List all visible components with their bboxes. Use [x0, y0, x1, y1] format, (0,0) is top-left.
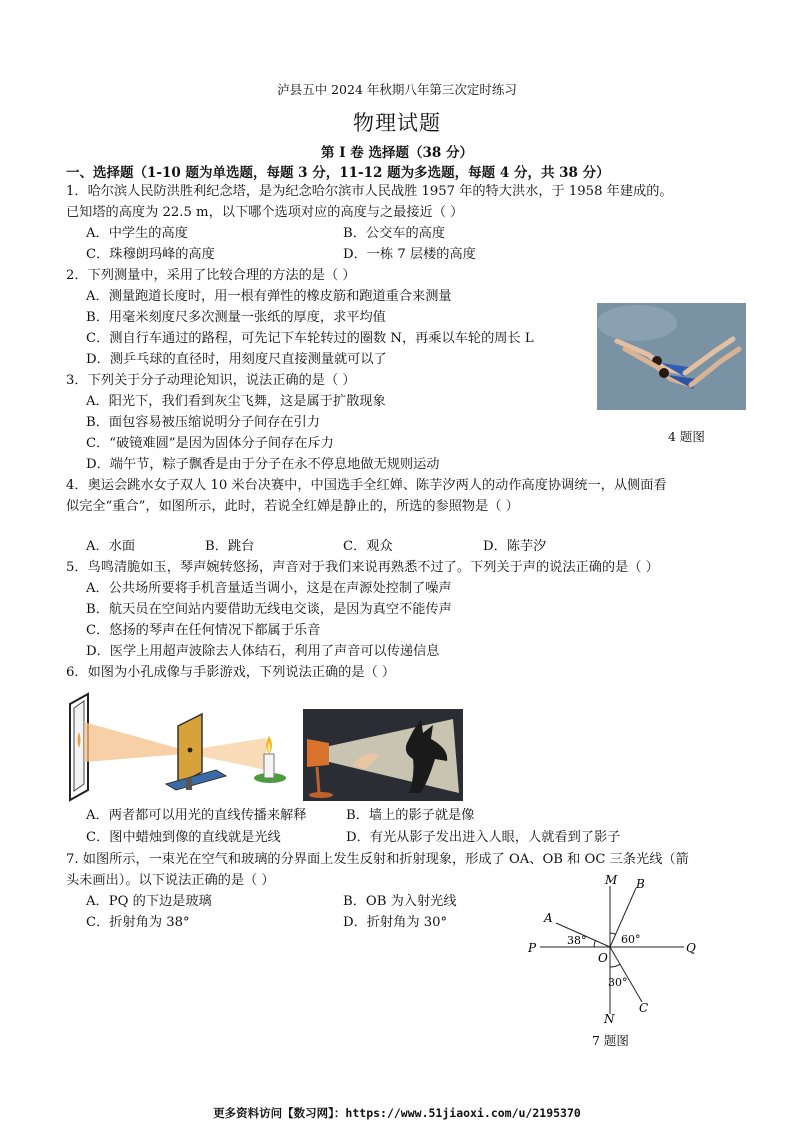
q7-figure-caption: 7 题图 — [592, 1033, 629, 1048]
angle-30: 30° — [608, 976, 628, 989]
angle-38: 38° — [567, 934, 587, 947]
q1-stem-line2: 已知塔的高度为 22.5 m，以下哪个选项对应的高度与之最接近（ ） — [66, 205, 464, 220]
label-c: C — [639, 1001, 649, 1015]
q2-option-a: A．测量跑道长度时，用一根有弹性的橡皮筋和跑道重合来测量 — [86, 289, 452, 304]
label-q: Q — [686, 941, 696, 955]
q7-stem-line2: 头未画出）。以下说法正确的是（ ） — [66, 873, 275, 888]
q5-stem: 5．鸟鸣清脆如玉，琴声婉转悠扬，声音对于我们来说再熟悉不过了。下列关于声的说法正确的是（ ） — [66, 560, 659, 575]
label-o: O — [598, 951, 608, 965]
school-line: 泸县五中 2024 年秋期八年第三次定时练习 — [277, 82, 517, 97]
diving-photo — [597, 303, 746, 410]
q4-option-d: D．陈芋汐 — [483, 539, 547, 554]
q7-stem-line1: 7. 如图所示，一束光在空气和玻璃的分界面上发生反射和折射现象，形成了 OA、OB 和 OC 三条光线（箭 — [66, 852, 689, 867]
q6-option-c: C．图中蜡烛到像的直线就是光线 — [86, 830, 281, 845]
q4-option-c: C．观众 — [343, 539, 393, 554]
pinhole-imaging-illustration — [66, 692, 296, 802]
q3-option-d: D．端午节，粽子飘香是由于分子在永不停息地做无规则运动 — [86, 457, 440, 472]
q3-option-c: C．“破镜难圆”是因为固体分子间存在斥力 — [86, 436, 334, 451]
q3-option-b: B．面包容易被压缩说明分子间存在引力 — [86, 415, 320, 430]
q4-option-b: B．跳台 — [205, 539, 255, 554]
q1-stem-line1: 1．哈尔滨人民防洪胜利纪念塔，是为纪念哈尔滨市人民战胜 1957 年的特大洪水，于 1958 年建成的。 — [66, 184, 673, 199]
q1-option-c: C．珠穆朗玛峰的高度 — [86, 247, 215, 262]
page-title: 物理试题 — [353, 111, 441, 135]
q1-option-b: B．公交车的高度 — [343, 226, 446, 241]
q7-option-a: A．PQ 的下边是玻璃 — [86, 894, 212, 909]
volume-heading: 第 I 卷 选择题（38 分） — [321, 145, 473, 161]
q6-option-b: B．墙上的影子就是像 — [346, 808, 475, 823]
q4-stem-line2: 似完全“重合”，如图所示，此时，若说全红婵是静止的，所选的参照物是（ ） — [66, 499, 519, 514]
q5-option-b: B．航天员在空间站内要借助无线电交谈，是因为真空不能传声 — [86, 602, 452, 617]
q1-option-d: D．一栋 7 层楼的高度 — [343, 247, 476, 262]
label-a: A — [544, 911, 553, 925]
section-heading: 一、选择题（1-10 题为单选题，每题 3 分，11-12 题为多选题，每题 4 分，共 38 分） — [66, 165, 610, 181]
label-m: M — [605, 874, 618, 887]
q4-figure-caption: 4 题图 — [668, 429, 705, 444]
q5-option-c: C．悠扬的琴声在任何情况下都属于乐音 — [86, 623, 321, 638]
q3-stem: 3．下列关于分子动理论知识，说法正确的是（ ） — [66, 373, 356, 388]
q2-option-b: B．用毫米刻度尺多次测量一张纸的厚度，求平均值 — [86, 310, 386, 325]
label-b: B — [636, 877, 645, 891]
hand-shadow-illustration — [303, 709, 463, 801]
q2-option-c: C．测自行车通过的路程，可先记下车轮转过的圈数 N，再乘以车轮的周长 L — [86, 331, 534, 346]
q4-option-a: A．水面 — [86, 539, 136, 554]
angle-60: 60° — [621, 933, 641, 946]
q7-option-d: D．折射角为 30° — [343, 915, 448, 930]
q7-option-c: C．折射角为 38° — [86, 915, 190, 930]
q6-stem: 6．如图为小孔成像与手影游戏，下列说法正确的是（ ） — [66, 665, 396, 680]
footer-link[interactable]: 更多资料访问【数习网】：https://www.51jiaoxi.com/u/2195370 — [213, 1106, 581, 1120]
q6-option-a: A．两者都可以用光的直线传播来解释 — [86, 808, 307, 823]
q5-option-d: D．医学上用超声波除去人体结石，利用了声音可以传递信息 — [86, 644, 440, 659]
label-n: N — [604, 1012, 615, 1024]
ray-oc — [610, 947, 642, 1002]
refraction-diagram — [524, 874, 704, 1024]
q1-option-a: A．中学生的高度 — [86, 226, 188, 241]
q3-option-a: A．阳光下，我们看到灰尘飞舞，这是属于扩散现象 — [86, 394, 386, 409]
label-p: P — [528, 941, 537, 955]
q2-stem: 2．下列测量中，采用了比较合理的方法的是（ ） — [66, 268, 356, 283]
q6-option-d: D．有光从影子发出进入人眼，人就看到了影子 — [346, 830, 621, 845]
q7-option-b: B．OB 为入射光线 — [343, 894, 457, 909]
q4-stem-line1: 4．奥运会跳水女子双人 10 米台决赛中，中国选手全红婵、陈芋汐两人的动作高度协调统一，从侧面看 — [66, 478, 667, 493]
q5-option-a: A．公共场所要将手机音量适当调小，这是在声源处控制了噪声 — [86, 581, 452, 596]
divers-illustration — [597, 303, 746, 410]
q2-option-d: D．测乒乓球的直径时，用刻度尺直接测量就可以了 — [86, 352, 387, 367]
